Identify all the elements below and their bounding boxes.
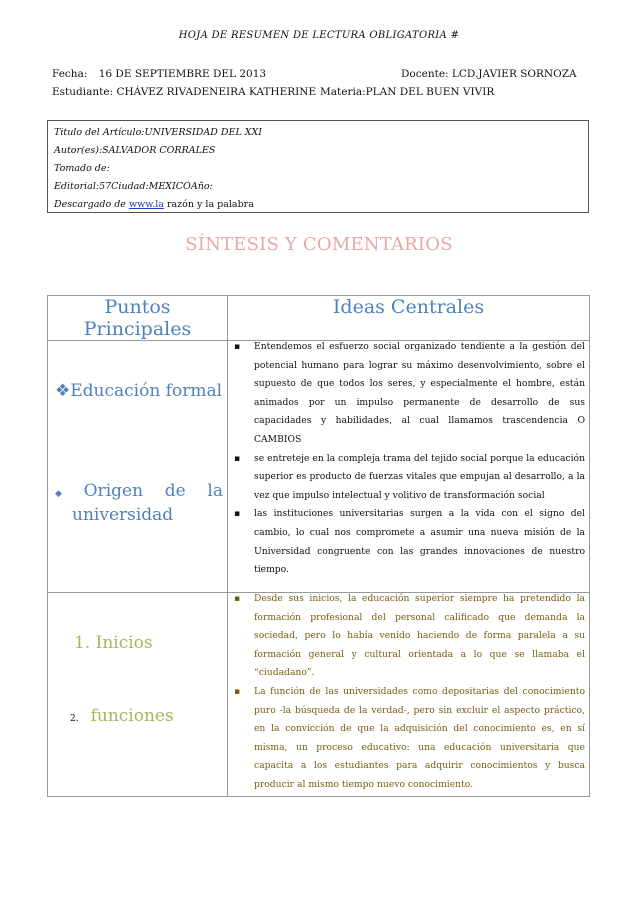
header-main-points: Puntos Principales xyxy=(48,296,228,341)
source-link[interactable]: www.la xyxy=(128,199,164,210)
idea-item: ▪ Desde sus inicios, la educación superior siempre ha pretendido la formación profesional del personal calificado que demanda la sociedad, pero lo había venido haciendo de forma paralela a su formación general y cultural orientada a lo que se llamaba el “ciudadano”. xyxy=(228,590,589,683)
synthesis-title: SÍNTESIS Y COMENTARIOS xyxy=(185,234,453,255)
idea-item: ▪ se entreteje en la compleja trama del tejido social porque la educación superior es producto de fuerzas vitales que empujan al desarrollo, a la vez que impulso intelectual y volitivo de transformación social xyxy=(228,450,589,506)
summary-table xyxy=(47,295,590,797)
point-beginnings: 1. Inicios xyxy=(74,633,153,653)
article-title-field: Titulo del Artículo:UNIVERSIDAD DEL XXI xyxy=(54,127,263,138)
ideas-cell-1 xyxy=(228,341,590,593)
point-functions: 2. funciones xyxy=(70,706,174,726)
ideas-cell-2 xyxy=(228,593,590,797)
article-info-box xyxy=(47,120,589,213)
main-points-cell-1 xyxy=(48,341,228,593)
article-author-field: Autor(es):SALVADOR CORRALES xyxy=(54,145,216,156)
sheet-title: HOJA DE RESUMEN DE LECTURA OBLIGATORIA # xyxy=(178,30,460,41)
teacher-field: Docente: LCD.JAVIER SORNOZA xyxy=(401,68,577,80)
idea-item: ▪ La función de las universidades como depositarias del conocimiento puro -la búsqueda de la verdad-, pero sin excluir el aspecto práctico, en la convicción de que la adquisición del conocimiento es, en sí misma, un proceso educativo: una educación universitaria que capacita a los estudiantes para adquirir conocimientos y busca producir al mismo tiempo nuevo conocimiento. xyxy=(228,683,589,795)
idea-item: ▪ Entendemos el esfuerzo social organizado tendiente a la gestión del potencial humano para lograr su máximo desenvolvimiento, sobre el supuesto de que todos los seres, y especialmente el hombre, están animados por un impulso permanente de desarrollo de sus capacidades y habilidades, al cual llamamos trascendencia O CAMBIOS xyxy=(228,338,589,450)
header-central-ideas: Ideas Centrales xyxy=(228,296,590,341)
main-points-cell-2 xyxy=(48,593,228,797)
idea-item: ▪ las instituciones universitarias surgen a la vida con el signo del cambio, lo cual nos compromete a asumir una nueva misión de la Universidad congruente con las grandes innovaciones de nuestro tiempo. xyxy=(228,505,589,579)
student-field: Estudiante: CHÁVEZ RIVADENEIRA KATHERINE xyxy=(52,86,317,98)
date-label: Fecha: xyxy=(52,68,88,80)
point-formal-education: ❖Educación formal xyxy=(55,381,223,401)
subject-field: Materia:PLAN DEL BUEN VIVIR xyxy=(320,86,495,98)
date-line xyxy=(52,68,266,80)
publisher-field: Editorial:57Ciudad:MEXICOAño: xyxy=(54,181,213,192)
taken-from-field: Tomado de: xyxy=(54,163,110,174)
date-value: 16 DE SEPTIEMBRE DEL 2013 xyxy=(98,68,267,80)
downloaded-from-field: Descargado de www.la razón y la palabra xyxy=(54,199,254,210)
diamond-bullet-icon: ◆ xyxy=(55,489,62,499)
point-university-origin: ◆ Origen de la universidad xyxy=(55,481,223,525)
